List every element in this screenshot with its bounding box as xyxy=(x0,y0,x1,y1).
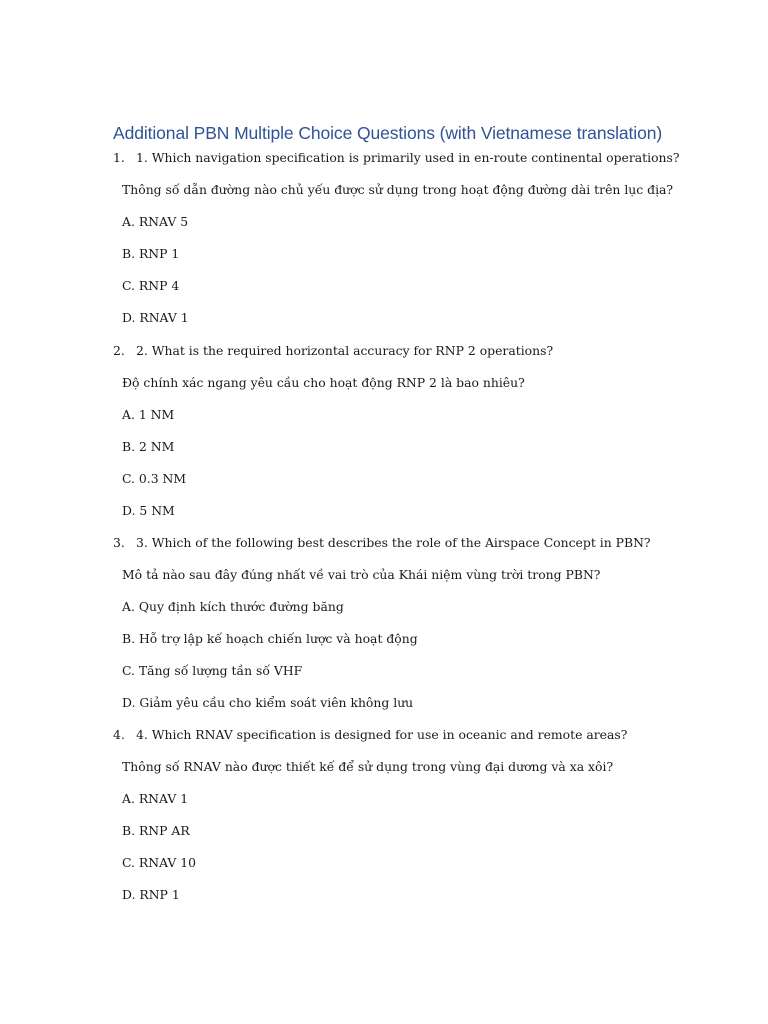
option-b: B. RNP 1 xyxy=(122,246,180,261)
document-title: Additional PBN Multiple Choice Questions (with Vietnamese translation) xyxy=(113,123,663,143)
translation-text: Thông số dẫn đường nào chủ yếu được sử dụng trong hoạt động đường dài trên lục địa? xyxy=(122,182,674,197)
question-2 xyxy=(113,341,733,521)
question-text: 4. Which RNAV specification is designed for use in oceanic and remote areas? xyxy=(136,727,628,742)
option-c: C. 0.3 NM xyxy=(122,471,187,486)
option-c: C. Tăng số lượng tần số VHF xyxy=(122,663,303,678)
option-b: B. RNP AR xyxy=(122,823,190,838)
translation-text: Độ chính xác ngang yêu cầu cho hoạt động RNP 2 là bao nhiêu? xyxy=(122,375,525,390)
question-3 xyxy=(113,533,733,713)
question-line xyxy=(113,148,733,168)
option-d: D. RNAV 1 xyxy=(122,310,189,325)
question-text: 1. Which navigation specification is primarily used in en-route continental operations? xyxy=(136,150,680,165)
question-line xyxy=(113,533,733,553)
list-number: 1. xyxy=(113,150,125,165)
option-a: A. RNAV 1 xyxy=(122,791,189,806)
list-number: 2. xyxy=(113,343,125,358)
option-c: C. RNP 4 xyxy=(122,278,180,293)
option-d: D. RNP 1 xyxy=(122,887,180,902)
option-b: B. 2 NM xyxy=(122,439,175,454)
question-4 xyxy=(113,725,733,905)
list-number: 3. xyxy=(113,535,125,550)
option-c: C. RNAV 10 xyxy=(122,855,197,870)
list-number: 4. xyxy=(113,727,125,742)
option-d: D. 5 NM xyxy=(122,503,175,518)
option-b: B. Hỗ trợ lập kế hoạch chiến lược và hoạt động xyxy=(122,631,418,646)
translation-text: Mô tả nào sau đây đúng nhất về vai trò của Khái niệm vùng trời trong PBN? xyxy=(122,567,601,582)
question-line xyxy=(113,341,733,361)
option-d: D. Giảm yêu cầu cho kiểm soát viên không lưu xyxy=(122,695,414,710)
question-1 xyxy=(113,148,733,328)
option-a: A. 1 NM xyxy=(122,407,175,422)
question-text: 3. Which of the following best describes the role of the Airspace Concept in PBN? xyxy=(136,535,651,550)
question-text: 2. What is the required horizontal accuracy for RNP 2 operations? xyxy=(136,343,554,358)
option-a: A. Quy định kích thước đường băng xyxy=(122,599,344,614)
option-a: A. RNAV 5 xyxy=(122,214,189,229)
translation-text: Thông số RNAV nào được thiết kế để sử dụng trong vùng đại dương và xa xôi? xyxy=(122,759,614,774)
question-line xyxy=(113,725,733,745)
